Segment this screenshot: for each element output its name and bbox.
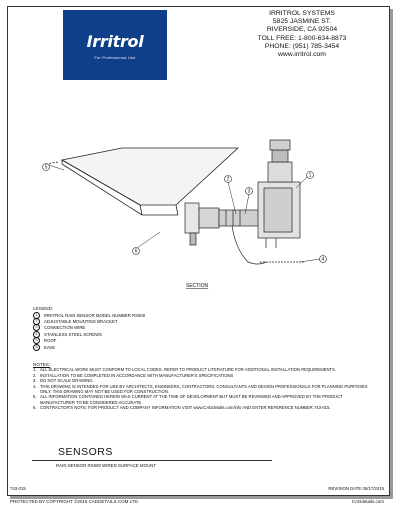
detail-title: SENSORS [58, 446, 113, 458]
legend-title: LEGEND: [33, 306, 54, 311]
note-text: ALL ELECTRICAL WORK MUST CONFORM TO LOCAL CODES. REFER TO PRODUCT LITERATURE FOR ADDITIONAL INSTALLATION REQUIREMENTS. [40, 367, 337, 373]
copyright-notice: PROTECTED BY COPYRIGHT ©2015 CADDETAILS.COM LTD. [10, 499, 140, 504]
company-web[interactable]: www.irritrol.com [278, 51, 326, 59]
rain-sensor [258, 140, 300, 248]
caddetails-link[interactable]: CADdetails.com [351, 499, 384, 504]
note-number: 3. [33, 378, 37, 384]
note-text: INSTALLATION TO BE COMPLETED IN ACCORDANCE WITH MANUFACTURER'S SPECIFICATIONS [40, 372, 234, 378]
section-label: SECTION [185, 283, 209, 289]
legend-number: 4 [33, 331, 40, 338]
logo-tagline: For Professional Use [94, 55, 136, 60]
legend-text: CONNECTION WIRE [44, 325, 86, 331]
callout-label-6: 6 [134, 248, 138, 255]
company-street: 5825 JASMINE ST. [272, 18, 332, 26]
legend-text: IRRITROL RAIN SENSOR MODEL NUMBER RS500 [44, 312, 146, 318]
note-text: CONTRACTOR'S NOTE: FOR PRODUCT AND COMPANY INFORMATION VISIT www.CADdetails.com/info AND ENTER REFERENCE NUMBER 743-015. [40, 405, 331, 411]
company-city: RIVERSIDE, CA 92504 [266, 26, 338, 34]
callout-label-3: 3 [247, 188, 251, 195]
legend-text: STAINLESS STEEL SCREWS [44, 331, 103, 337]
note-item [33, 394, 373, 405]
note-number: 4. [33, 383, 37, 389]
notes-title: NOTES: [33, 362, 51, 367]
drawing-number: 743-015 [10, 486, 26, 491]
note-number: 5. [33, 394, 37, 400]
company-tollfree: TOLL FREE: 1-800-634-8873 [257, 34, 347, 42]
callout-label-5: 5 [44, 164, 48, 171]
legend [33, 306, 363, 350]
title-block [32, 445, 360, 472]
legend-number: 6 [33, 344, 40, 351]
title-divider [32, 460, 272, 461]
detail-subtitle: RAIN SENSOR RS500 WIRED SURFACE MOUNT [56, 462, 157, 468]
legend-number: 1 [33, 312, 40, 319]
callout-label-2: 2 [226, 176, 230, 183]
callout-label-1: 1 [308, 172, 312, 179]
legend-number: 5 [33, 337, 40, 344]
revision-date: REVISION DATE 06/17/2015 [328, 486, 384, 491]
note-text: DO NOT SCALE DRAWING. [40, 378, 94, 384]
company-phone: PHONE: (951) 785-3454 [264, 42, 340, 50]
callout-label-4: 4 [321, 256, 325, 263]
note-number: 1. [33, 367, 37, 373]
note-text: THIS DRAWING IS INTENDED FOR USE BY ARCHITECTS, ENGINEERS, CONTRACTORS, CONSULTANTS AND DESIGN PROFESSIONALS FOR PLANNING PURPOSES ONLY. THIS DRAWING MAY NOT BE USED FOR CONSTRUCTION. [40, 383, 368, 395]
note-item [33, 384, 373, 395]
legend-text: EAVE [44, 344, 56, 350]
mounting-bracket [185, 203, 259, 245]
notes [33, 362, 373, 411]
note-number: 6. [33, 405, 37, 411]
logo-wordmark: Irritrol [86, 32, 144, 51]
legend-number: 2 [33, 318, 40, 325]
legend-item [33, 344, 363, 350]
note-item [33, 405, 373, 410]
legend-number: 3 [33, 324, 40, 331]
note-number: 2. [33, 372, 37, 378]
note-text: ALL INFORMATION CONTAINED HEREIN WAS CURRENT AT THE TIME OF DEVELOPMENT BUT MUST BE REVIEWED AND APPROVED BY THE PRODUCT MANUFACTURER TO BE CONSIDERED ACCURATE. [40, 394, 343, 405]
roof-eave [46, 148, 238, 215]
legend-text: ROOF [44, 338, 57, 344]
company-name: IRRITROL SYSTEMS [269, 10, 335, 17]
legend-text: ADJUSTABLE MOUNTING BRACKET [44, 319, 118, 325]
